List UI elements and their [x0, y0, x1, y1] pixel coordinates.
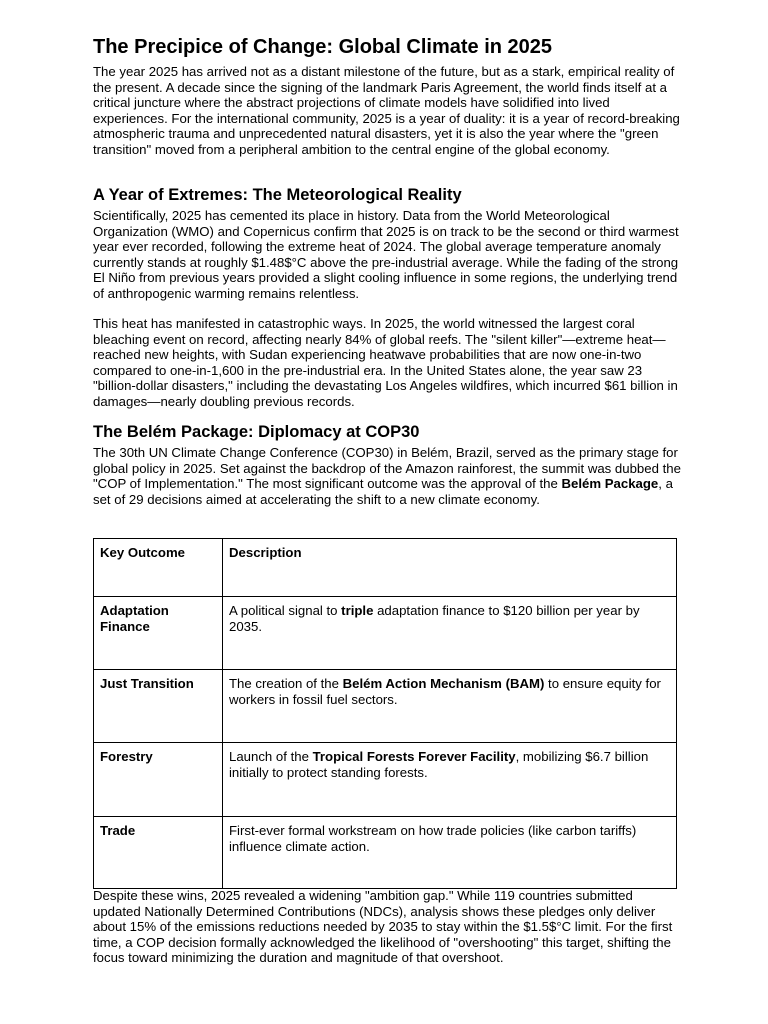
extremes-block-2 — [93, 316, 681, 409]
header-key-outcome: Key Outcome — [94, 539, 223, 597]
description-post: adaptation finance to $120 billion per year by 2035. — [229, 603, 640, 634]
table-row — [94, 597, 677, 670]
table-row — [94, 743, 677, 817]
page-title: The Precipice of Change: Global Climate in 2025 — [93, 36, 553, 58]
description-bold: Tropical Forests Forever Facility — [312, 749, 516, 764]
outcome-cell: Trade — [94, 817, 223, 889]
header-description: Description — [223, 539, 677, 597]
description-pre: First-ever formal workstream on how trade policies (like carbon tariffs) influence climate action. — [229, 823, 637, 854]
extremes-paragraph-2: This heat has manifested in catastrophic ways. In 2025, the world witnessed the largest coral bleaching event on record, affecting nearly 84% of global reefs. The "silent killer"—extreme heat—reached new heights, with Sudan experiencing heatwave probabilities that are now one-in-two compared to one-in-1,600 in the pre-industrial era. In the United States alone, the year saw 23 "billion-dollar disasters," including the devastating Los Angeles wildfires, which incurred $61 billion in damages—nearly doubling previous records. — [93, 316, 678, 409]
table-row — [94, 670, 677, 743]
intro-paragraph: The year 2025 has arrived not as a distant milestone of the future, but as a stark, empirical reality of the present. A decade since the signing of the landmark Paris Agreement, the world finds itself at a critical juncture where the abstract projections of climate models have solidified into lived experiences. For the international community, 2025 is a year of duality: it is a year of record-breaking atmospheric trauma and unprecedented natural disasters, yet it is also the year where the "green transition" moved from a peripheral ambition to the central engine of the global economy. — [93, 64, 680, 157]
outcome-cell: Forestry — [94, 743, 223, 817]
extremes-paragraph-1: Scientifically, 2025 has cemented its place in history. Data from the World Meteorological Organization (WMO) and Copernicus confirm that 2025 is on track to be the second or third warmest year ever recorded, following the extreme heat of 2024. The global average temperature anomaly currently stands at roughly $1.48$°C above the pre-industrial average. While the fading of the strong El Niño from previous years provided a slight cooling influence in some regions, the underlying trend of anthropogenic warming remains relentless. — [93, 208, 679, 301]
description-bold: Belém Action Mechanism (BAM) — [342, 676, 545, 691]
outcome-cell: Just Transition — [94, 670, 223, 743]
belem-package-term: Belém Package — [561, 476, 659, 491]
closing-block — [93, 888, 681, 966]
belem-text-post: , a set of 29 decisions aimed at accelerating the shift to a new climate economy. — [93, 476, 673, 507]
belem-text-pre: The 30th UN Climate Change Conference (COP30) in Belém, Brazil, served as the primary stage for global policy in 2025. Set against the backdrop of the Amazon rainforest, the summit was dubbed the "COP of Implementation." The most significant outcome was the approval of the — [93, 445, 681, 491]
closing-paragraph: Despite these wins, 2025 revealed a widening "ambition gap." While 119 countries submitted updated Nationally Determined Contributions (NDCs), analysis shows these pledges only deliver about 15% of the emissions reductions needed by 2035 to stay within the $1.5$°C limit. For the first time, a COP decision formally acknowledged the likelihood of "overshooting" this target, shifting the focus toward minimizing the duration and magnitude of that overshoot. — [93, 888, 673, 965]
description-cell — [223, 670, 677, 743]
description-post: , mobilizing $6.7 billion initially to protect standing forests. — [229, 749, 649, 780]
description-cell — [223, 817, 677, 889]
description-pre: Launch of the — [229, 749, 313, 764]
description-pre: The creation of the — [229, 676, 343, 691]
key-outcomes-table — [93, 538, 677, 889]
description-cell — [223, 743, 677, 817]
outcome-cell: Adaptation Finance — [94, 597, 223, 670]
intro-block — [93, 64, 681, 157]
extremes-block — [93, 208, 681, 301]
section-heading-extremes: A Year of Extremes: The Meteorological Reality — [93, 186, 462, 204]
description-post: to ensure equity for workers in fossil fuel sectors. — [229, 676, 661, 707]
table-header-row — [94, 539, 677, 597]
description-bold: triple — [341, 603, 374, 618]
belem-block — [93, 445, 681, 507]
belem-paragraph — [93, 445, 681, 507]
description-cell — [223, 597, 677, 670]
description-pre: A political signal to — [229, 603, 342, 618]
section-heading-belem: The Belém Package: Diplomacy at COP30 — [93, 423, 420, 441]
table-row — [94, 817, 677, 889]
